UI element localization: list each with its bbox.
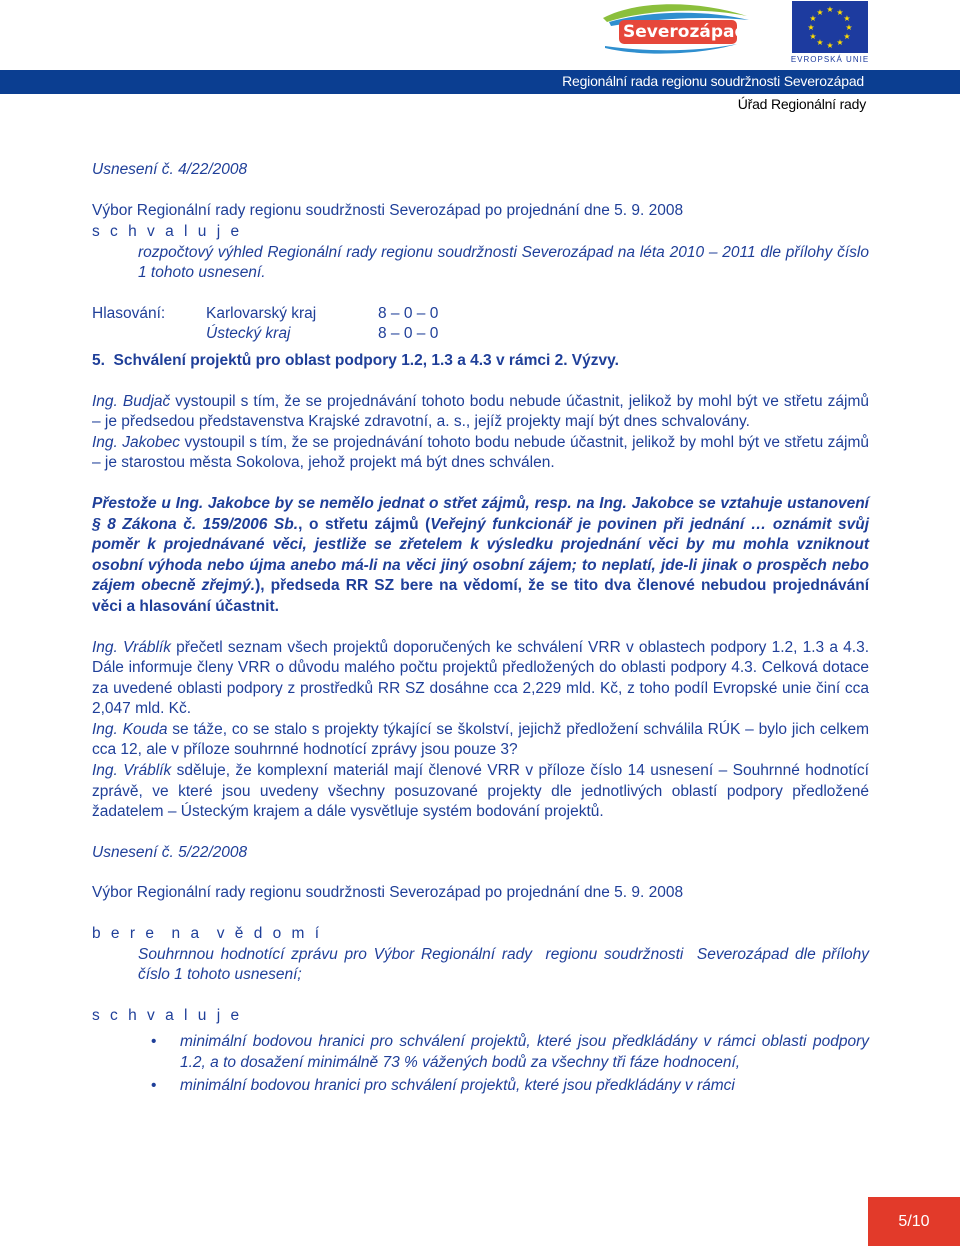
voting-result-2: 8 – 0 – 0: [378, 324, 439, 342]
paragraph-vrablik-2: [92, 761, 869, 823]
header-band-title: Regionální rada regionu soudržnosti Severozápad: [562, 73, 864, 89]
conflict-intro: Přestože u Ing. Jakobce by se nemělo jednat o střet zájmů, resp. na Ing. Jakobce se vztahuje ustanovení § 8 Zákona č. 159/2006 Sb.: [92, 494, 869, 533]
eu-flag-icon: [792, 1, 868, 53]
eu-label: EVROPSKÁ UNIE: [790, 55, 870, 64]
resolution-5-committee: Výbor Regionální rady regionu soudržnosti Severozápad po projednání dne 5. 9. 2008: [92, 884, 684, 902]
conflict-mid: , o střetu zájmů (: [298, 515, 431, 533]
svg-text:★: ★: [843, 32, 851, 41]
severozapad-logo: [597, 2, 757, 60]
conflict-end: ), předseda RR SZ bere na vědomí, že se tito dva členové nebudou projednávání věci a hlasování účastnit.: [92, 577, 870, 615]
section-5-title: 5. Schválení projektů pro oblast podpory 1.2, 1.3 a 4.3 v rámci 2. Výzvy.: [92, 351, 619, 369]
name-budjac: Ing. Budjač: [92, 392, 171, 410]
name-vrablik-1: Ing. Vráblík: [92, 638, 171, 656]
page-number-badge: [868, 1197, 960, 1246]
header-subtitle: Úřad Regionální rady: [737, 96, 866, 112]
text-vrablik-1: přečetl seznam všech projektů doporučených ke schválení VRR v oblastech podpory 1.2, 1.3 a 4.3. Dále informuje členy VRR o důvodu malého počtu projektů předložených do oblasti podpory 4.3. Celková dotace za uvedené oblasti podpory z prostředků RR SZ dosáhne cca 2,229 mld. Kč, z toho podíl Evropské unie činí cca 2,047 mld. Kč.: [92, 638, 870, 718]
header-band: [0, 70, 960, 94]
paragraph-budjac: [92, 392, 869, 433]
list-item: • minimální bodovou hranici pro schválení projektů, které jsou předkládány v rámci oblasti podpory 1.2, a to dosažení minimálně 73 % vážených bodů za všechny tři fáze hodnocení,: [180, 1032, 869, 1073]
resolution-5-text-1: Souhrnnou hodnotící zprávu pro Výbor Regionální rady regionu soudržnosti Severozápad dle přílohy číslo 1 tohoto usnesení;: [138, 945, 874, 984]
paragraph-kouda: [92, 720, 869, 761]
svg-text:★: ★: [816, 38, 824, 47]
conflict-quote: Veřejný funkcionář je povinen při jednání … oznámit svůj poměr k projednávané věci, jestliže se zřetelem k výsledku projednání věci by mu mohla vzniknout osobní výhoda nebo újma anebo má-li na věci jiný osobní zájem; to neplatí, jde-li jinak o prospěch nebo zájem obecně zřejmý.: [92, 515, 869, 595]
resolution-5-bullets: [92, 1032, 869, 1096]
text-budjac: vystoupil s tím, že se projednávání tohoto bodu nebude účastnit, jelikož by mohl být ve střetu zájmů – je předsedou představenstva Krajské zdravotní, a. s., jejíž projekty mají být dnes schvalovány.: [92, 392, 869, 431]
svg-text:★: ★: [807, 23, 815, 32]
name-vrablik-2: Ing. Vráblík: [92, 762, 172, 780]
resolution-4-text: rozpočtový výhled Regionální rady regionu soudržnosti Severozápad na léta 2010 – 2011 dle přílohy číslo 1 tohoto usnesení.: [138, 243, 869, 282]
eu-logo: [790, 0, 870, 66]
document-body: [92, 160, 874, 1096]
voting-label: Hlasování:: [92, 304, 166, 322]
text-kouda: se táže, co se stalo s projekty týkající se školství, jejichž předložení schválila RÚK – bylo jich celkem cca 12, ale v příloze souhrnné hodnotící zprávy jsou pouze 3?: [92, 720, 869, 759]
voting-result-1: 8 – 0 – 0: [378, 304, 439, 322]
svg-text:★: ★: [826, 41, 834, 50]
resolution-5-title: Usnesení č. 5/22/2008: [92, 843, 248, 861]
paragraph-jakobec: [92, 433, 869, 474]
paragraph-conflict-of-interest: [92, 494, 869, 618]
list-item: • minimální bodovou hranici pro schválení projektů, které jsou předkládány v rámci: [180, 1076, 869, 1097]
page-number: 5/10: [898, 1212, 930, 1230]
text-jakobec: vystoupil s tím, že se projednávání tohoto bodu nebude účastnit, jelikož by mohl být ve střetu zájmů – je starostou města Sokolova, jehož projekt má být dnes schválen.: [92, 433, 869, 472]
logo-text: Severozápad: [623, 22, 747, 42]
svg-text:★: ★: [836, 38, 844, 47]
svg-text:★: ★: [845, 23, 853, 32]
svg-text:★: ★: [826, 5, 834, 14]
resolution-5-verb-1: b e r e n a v ě d o m í: [92, 925, 323, 943]
voting-region-1: Karlovarský kraj: [206, 304, 317, 322]
text-vrablik-2: sděluje, že komplexní materiál mají členové VRR v příloze číslo 14 usnesení – Souhrnné hodnotící zprávě, ve které jsou uvedeny všechny posuzované projekty dle jednotlivých oblastí podpory předložené žadatelem – Ústeckým krajem a dále vysvětluje systém bodování projektů.: [92, 762, 869, 821]
voting-region-2: Ústecký kraj: [206, 324, 291, 342]
resolution-4-verb: s c h v a l u j e: [92, 223, 243, 241]
svg-text:★: ★: [836, 8, 844, 17]
resolution-4-committee: Výbor Regionální rady regionu soudržnosti Severozápad po projednání dne 5. 9. 2008: [92, 201, 684, 219]
paragraph-vrablik-1: [92, 638, 869, 720]
voting-block: [92, 304, 869, 345]
svg-text:★: ★: [843, 14, 851, 23]
svg-text:★: ★: [816, 8, 824, 17]
name-jakobec: Ing. Jakobec: [92, 433, 181, 451]
svg-text:★: ★: [809, 32, 817, 41]
name-kouda: Ing. Kouda: [92, 720, 168, 738]
resolution-4-title: Usnesení č. 4/22/2008: [92, 161, 248, 178]
resolution-5-verb-2: s c h v a l u j e: [92, 1006, 243, 1024]
svg-text:★: ★: [809, 14, 817, 23]
